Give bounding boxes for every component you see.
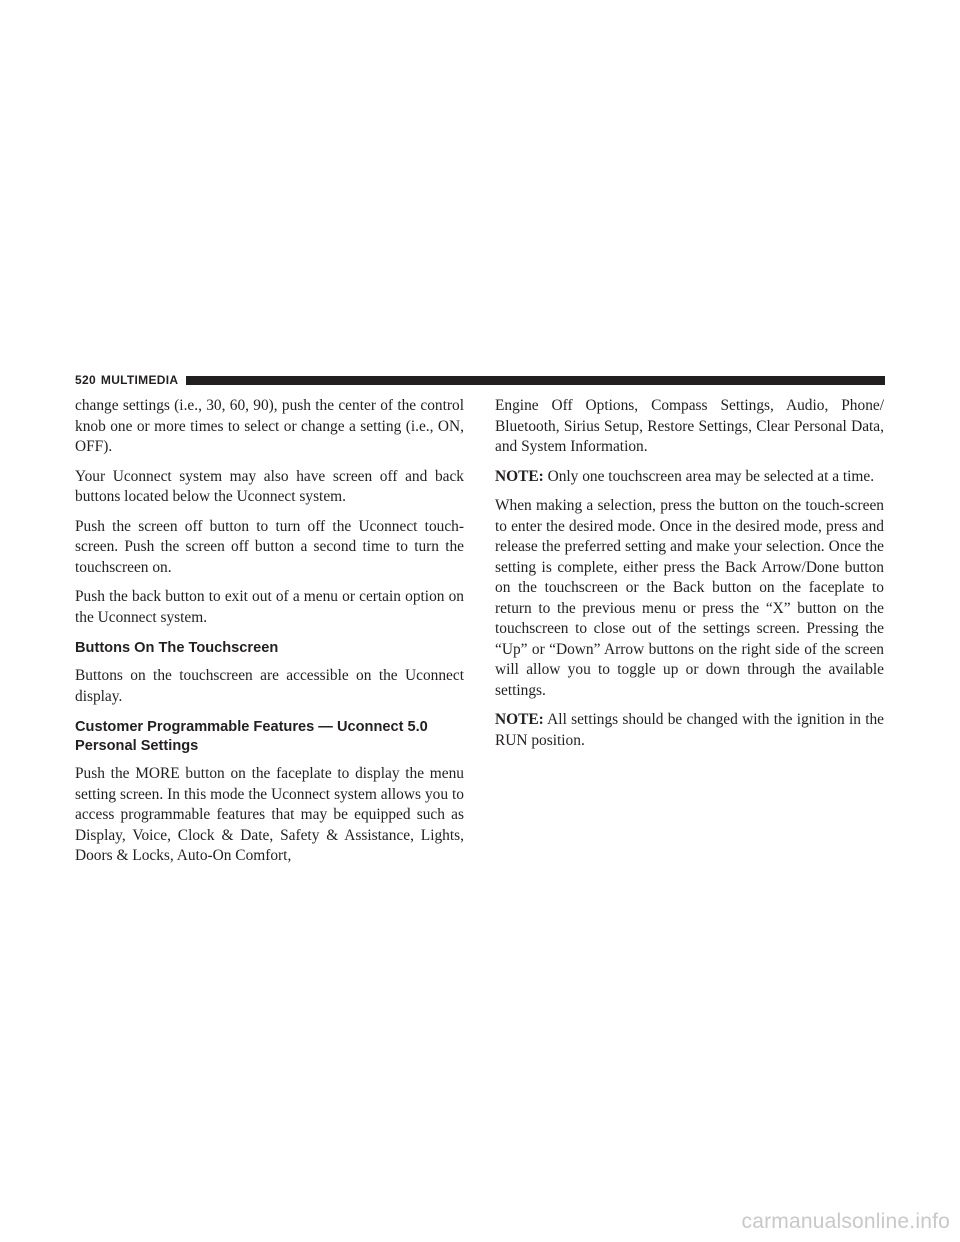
page-number: 520 xyxy=(75,373,96,387)
paragraph: Push the back button to exit out of a menu or certain option on the Uconnect system. xyxy=(75,588,464,626)
section-title: MULTIMEDIA xyxy=(100,373,179,387)
right-column xyxy=(495,396,884,760)
header-rule xyxy=(186,376,885,385)
paragraph: Your Uconnect system may also have screen off and back buttons located below the Uconnect system. xyxy=(75,467,464,505)
note-label: NOTE: xyxy=(495,467,544,485)
note xyxy=(495,467,884,488)
left-column xyxy=(75,396,464,876)
paragraph: When making a selection, press the button on the touch-screen to enter the desired mode. Once in the desired mode, press and release the preferred setting and make your selection. Once the setting is complete, either press the Back Arrow/Done button on the touchscreen or the Back button on the faceplate to return to the previous menu or press the “X” button on the touchscreen to close out of the settings screen. Pressing the “Up” or “Down” Arrow buttons on the right side of the screen will allow you to toggle up or down through the available settings. xyxy=(495,497,884,699)
page-header xyxy=(75,372,885,388)
section-heading-programmable-features xyxy=(75,718,464,756)
paragraph: Push the MORE button on the faceplate to display the menu setting screen. In this mode the Uconnect system allows you to access programmable features that may be equipped such as Display, Voice, Clock & Date, Safety & Assistance, Lights, Doors & Locks, Auto-On Comfort, xyxy=(75,765,464,864)
watermark: carmanualsonline.info xyxy=(741,1210,950,1233)
heading-line: Personal Settings xyxy=(75,738,199,754)
note-label: NOTE: xyxy=(495,711,544,728)
heading-line: Customer Programmable Features — Uconnect 5.0 xyxy=(75,719,428,735)
paragraph: change settings (i.e., 30, 60, 90), push the center of the control knob one or more times to select or change a setting (i.e., ON, OFF). xyxy=(75,397,464,455)
note xyxy=(495,710,884,751)
note-text: Only one touchscreen area may be selected at a time. xyxy=(543,467,875,485)
section-heading-buttons: Buttons On The Touchscreen xyxy=(75,640,279,656)
paragraph: Buttons on the touchscreen are accessible on the Uconnect display. xyxy=(75,667,464,705)
paragraph: Engine Off Options, Compass Settings, Audio, Phone/ Bluetooth, Sirius Setup, Restore Settings, Clear Personal Data, and System Information. xyxy=(495,397,884,455)
note-text: All settings should be changed with the ignition in the RUN position. xyxy=(495,711,884,749)
paragraph: Push the screen off button to turn off the Uconnect touch-screen. Push the screen off button a second time to turn the touchscreen on. xyxy=(75,517,464,576)
